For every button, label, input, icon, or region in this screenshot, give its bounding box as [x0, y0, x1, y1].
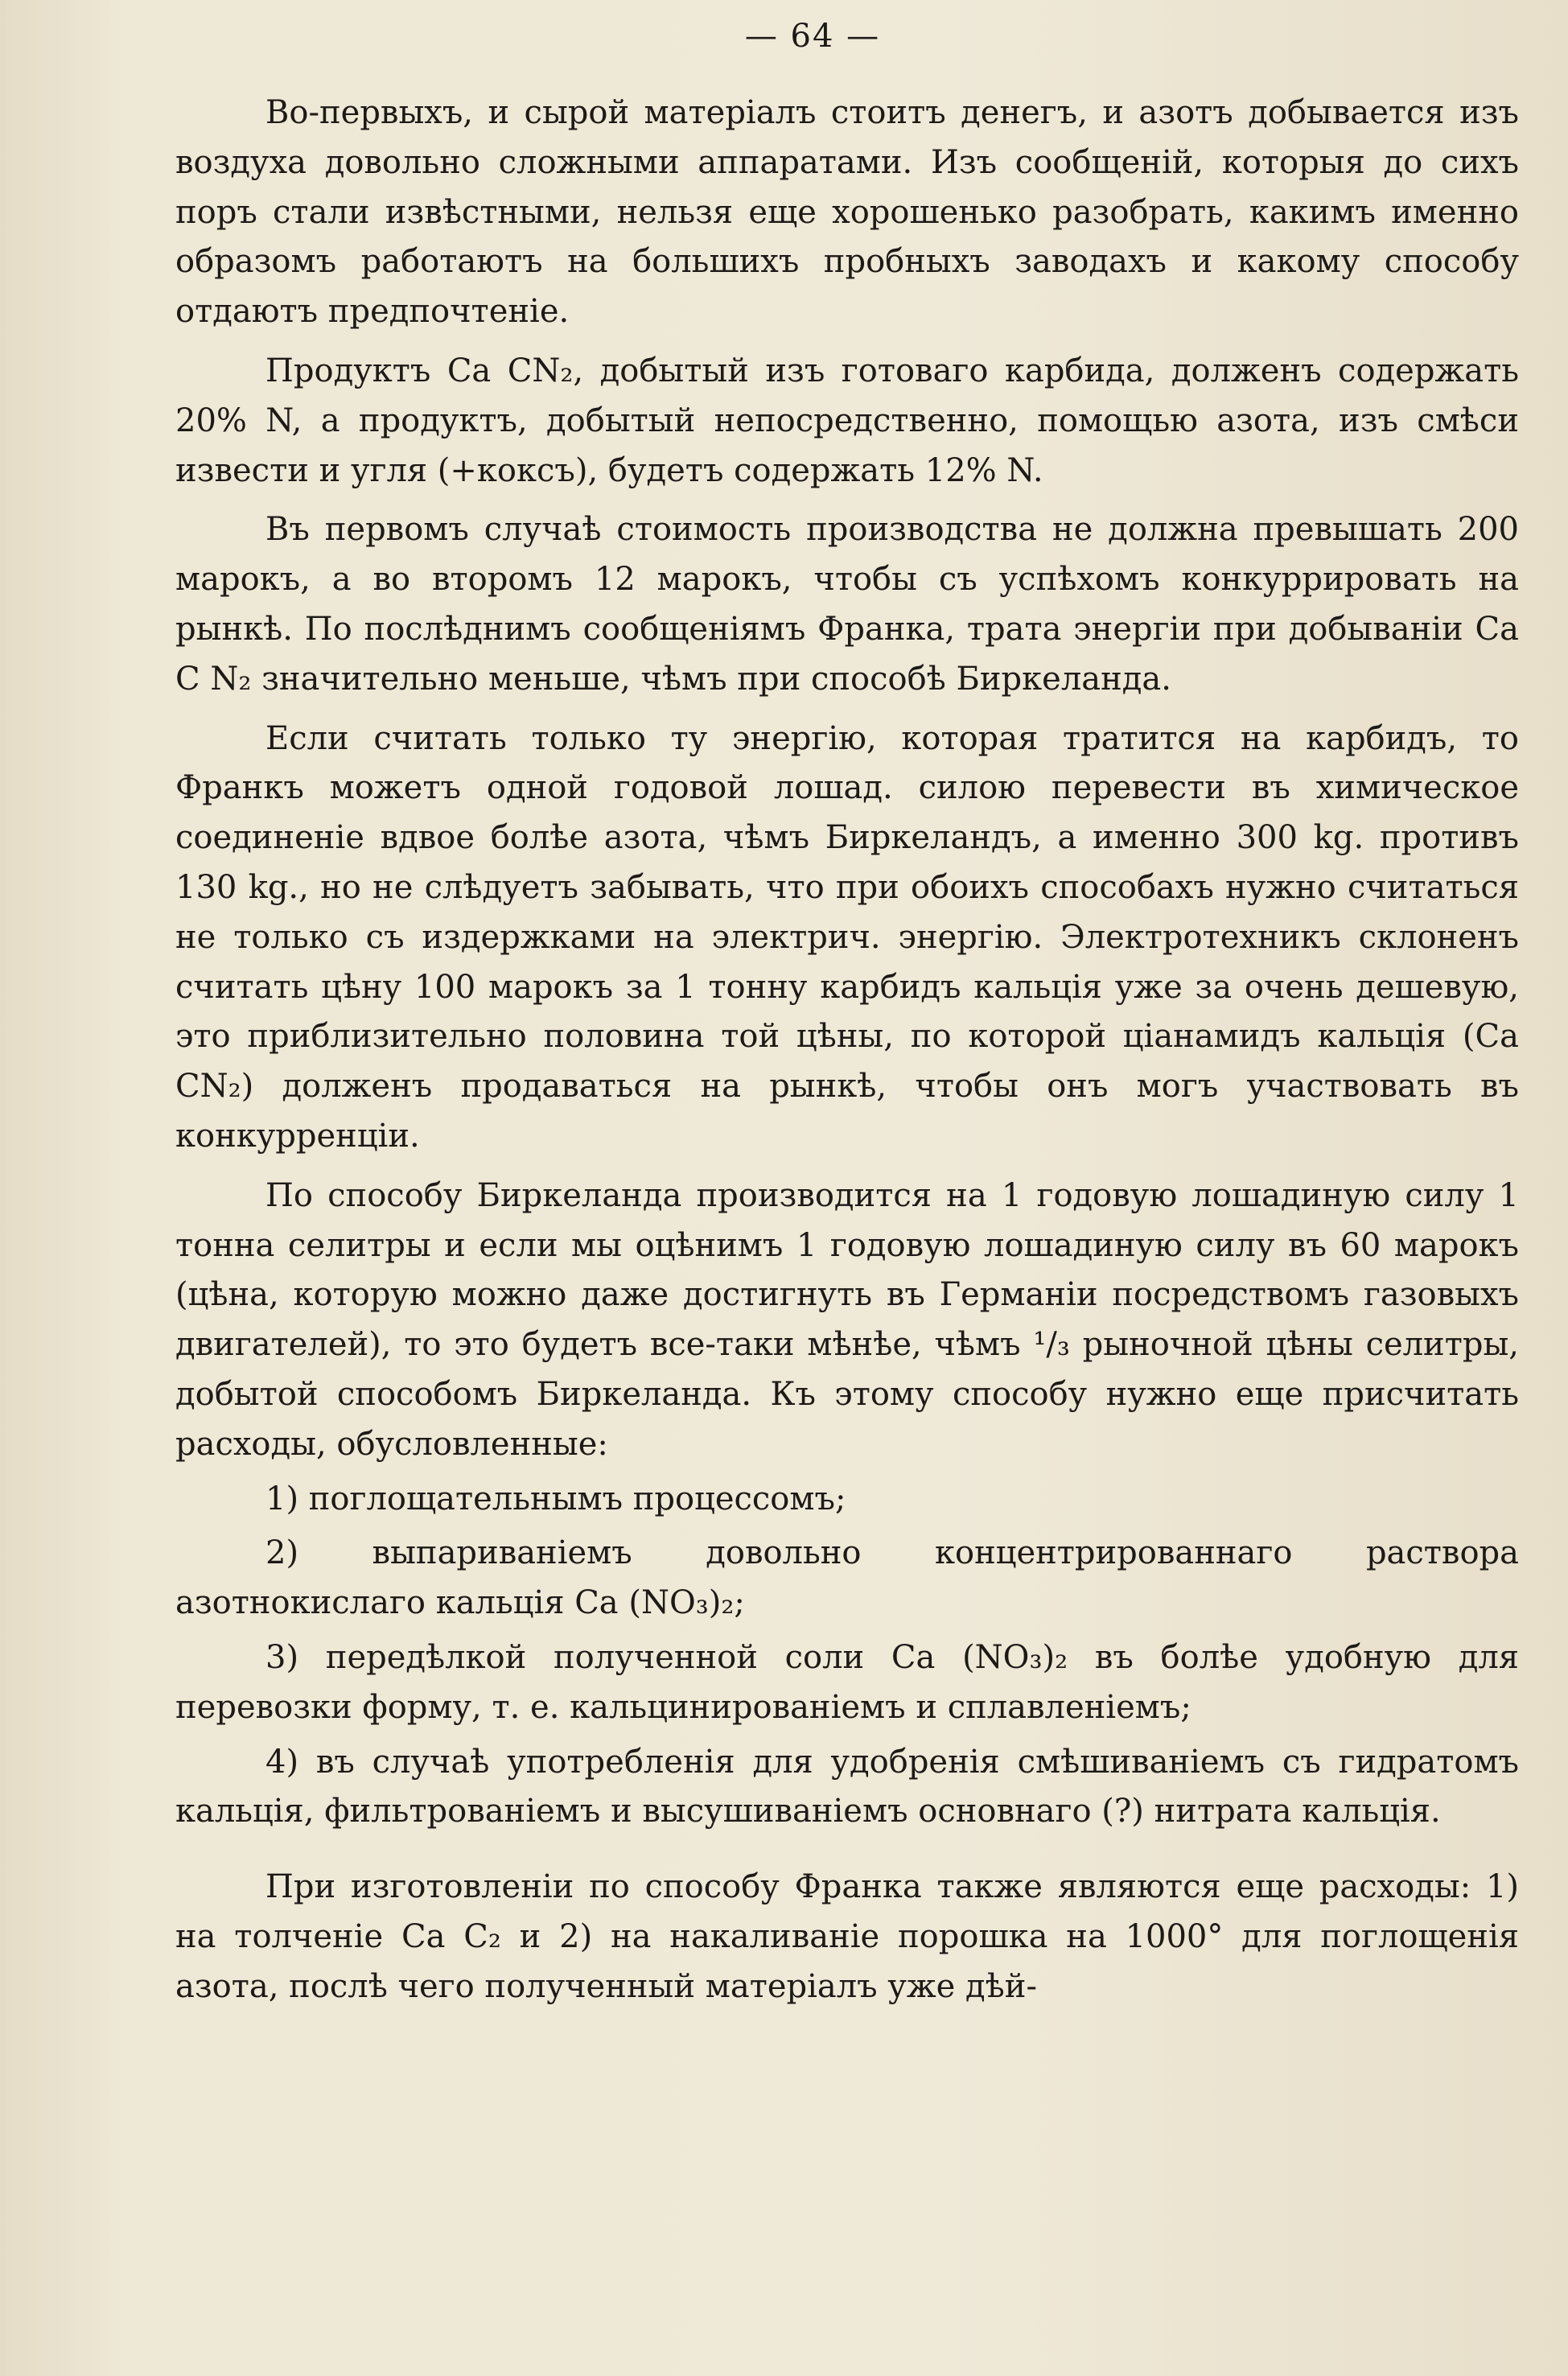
paragraph: По способу Биркеланда производится на 1 годовую лошадиную силу 1 тонна селитры и если мы оцѣнимъ 1 годовую лошадиную силу въ 60 марокъ (цѣна, которую можно даже достигнуть въ Германіи посредствомъ газовыхъ двигателей), то это будетъ все-таки мѣнѣе, чѣмъ ¹/₃ рыночной цѣны селитры, добытой способомъ Биркеланда. Къ этому способу нужно еще присчитать расходы, обусловленные: — [175, 1176, 1519, 1463]
list-item: 2) выпариваніемъ довольно концентрированнаго раствора азотнокислаго кальція Ca (NO₃)₂; — [175, 1534, 1519, 1622]
paragraph: Во-первыхъ, и сырой матеріалъ стоитъ денегъ, и азотъ добывается изъ воздуха довольно сложными аппаратами. Изъ сообщеній, которыя до сихъ поръ стали извѣстными, нельзя еще хорошенько разобрать, какимъ именно образомъ работаютъ на большихъ пробныхъ заводахъ и какому способу отдаютъ предпочтеніе. — [175, 94, 1519, 331]
list-item: 3) передѣлкой полученной соли Ca (NO₃)₂ въ болѣе удобную для перевозки форму, т. е. кальцинированіемъ и сплавленіемъ; — [175, 1638, 1519, 1726]
list-item: 1) поглощательнымъ процессомъ; — [265, 1480, 846, 1517]
paragraph: Если считать только ту энергію, которая тратится на карбидъ, то Франкъ можетъ одной годовой лошад. силою перевести въ химическое соединеніе вдвое болѣе азота, чѣмъ Биркеландъ, а именно 300 kg. противъ 130 kg., но не слѣдуетъ забывать, что при обоихъ способахъ нужно считаться не только съ издержками на электрич. энергію. Электротехникъ склоненъ считать цѣну 100 марокъ за 1 тонну карбидъ кальція уже за очень дешевую, это приблизительно половина той цѣны, по которой ціанамидъ кальція (Ca CN₂) долженъ продаваться на рынкѣ, чтобы онъ могъ участвовать въ конкурренціи. — [175, 719, 1519, 1155]
list-item: 4) въ случаѣ употребленія для удобренія смѣшиваніемъ съ гидратомъ кальція, фильтрованіемъ и высушиваніемъ основнаго (?) нитрата кальція. — [175, 1743, 1519, 1830]
closing-paragraph: При изготовленіи по способу Франка также являются еще расходы: 1) на толченіе Ca C₂ и 2) на накаливаніе порошка на 1000° для поглощенія азота, послѣ чего полученный матеріалъ уже дѣй- — [175, 1868, 1519, 2005]
page-number: — 64 — — [744, 18, 881, 55]
paragraph: Въ первомъ случаѣ стоимость производства не должна превышать 200 марокъ, а во второмъ 12 марокъ, чтобы съ успѣхомъ конкуррировать на рынкѣ. По послѣднимъ сообщеніямъ Франка, трата энергіи при добываніи Ca C N₂ значительно меньше, чѣмъ при способѣ Биркеланда. — [175, 511, 1519, 698]
body-text — [175, 89, 1519, 2012]
paragraph: Продуктъ Ca CN₂, добытый изъ готоваго карбида, долженъ содержать 20% N, а продуктъ, добытый непосредственно, помощью азота, изъ смѣси извести и угля (+коксъ), будетъ содержать 12% N. — [175, 352, 1519, 489]
